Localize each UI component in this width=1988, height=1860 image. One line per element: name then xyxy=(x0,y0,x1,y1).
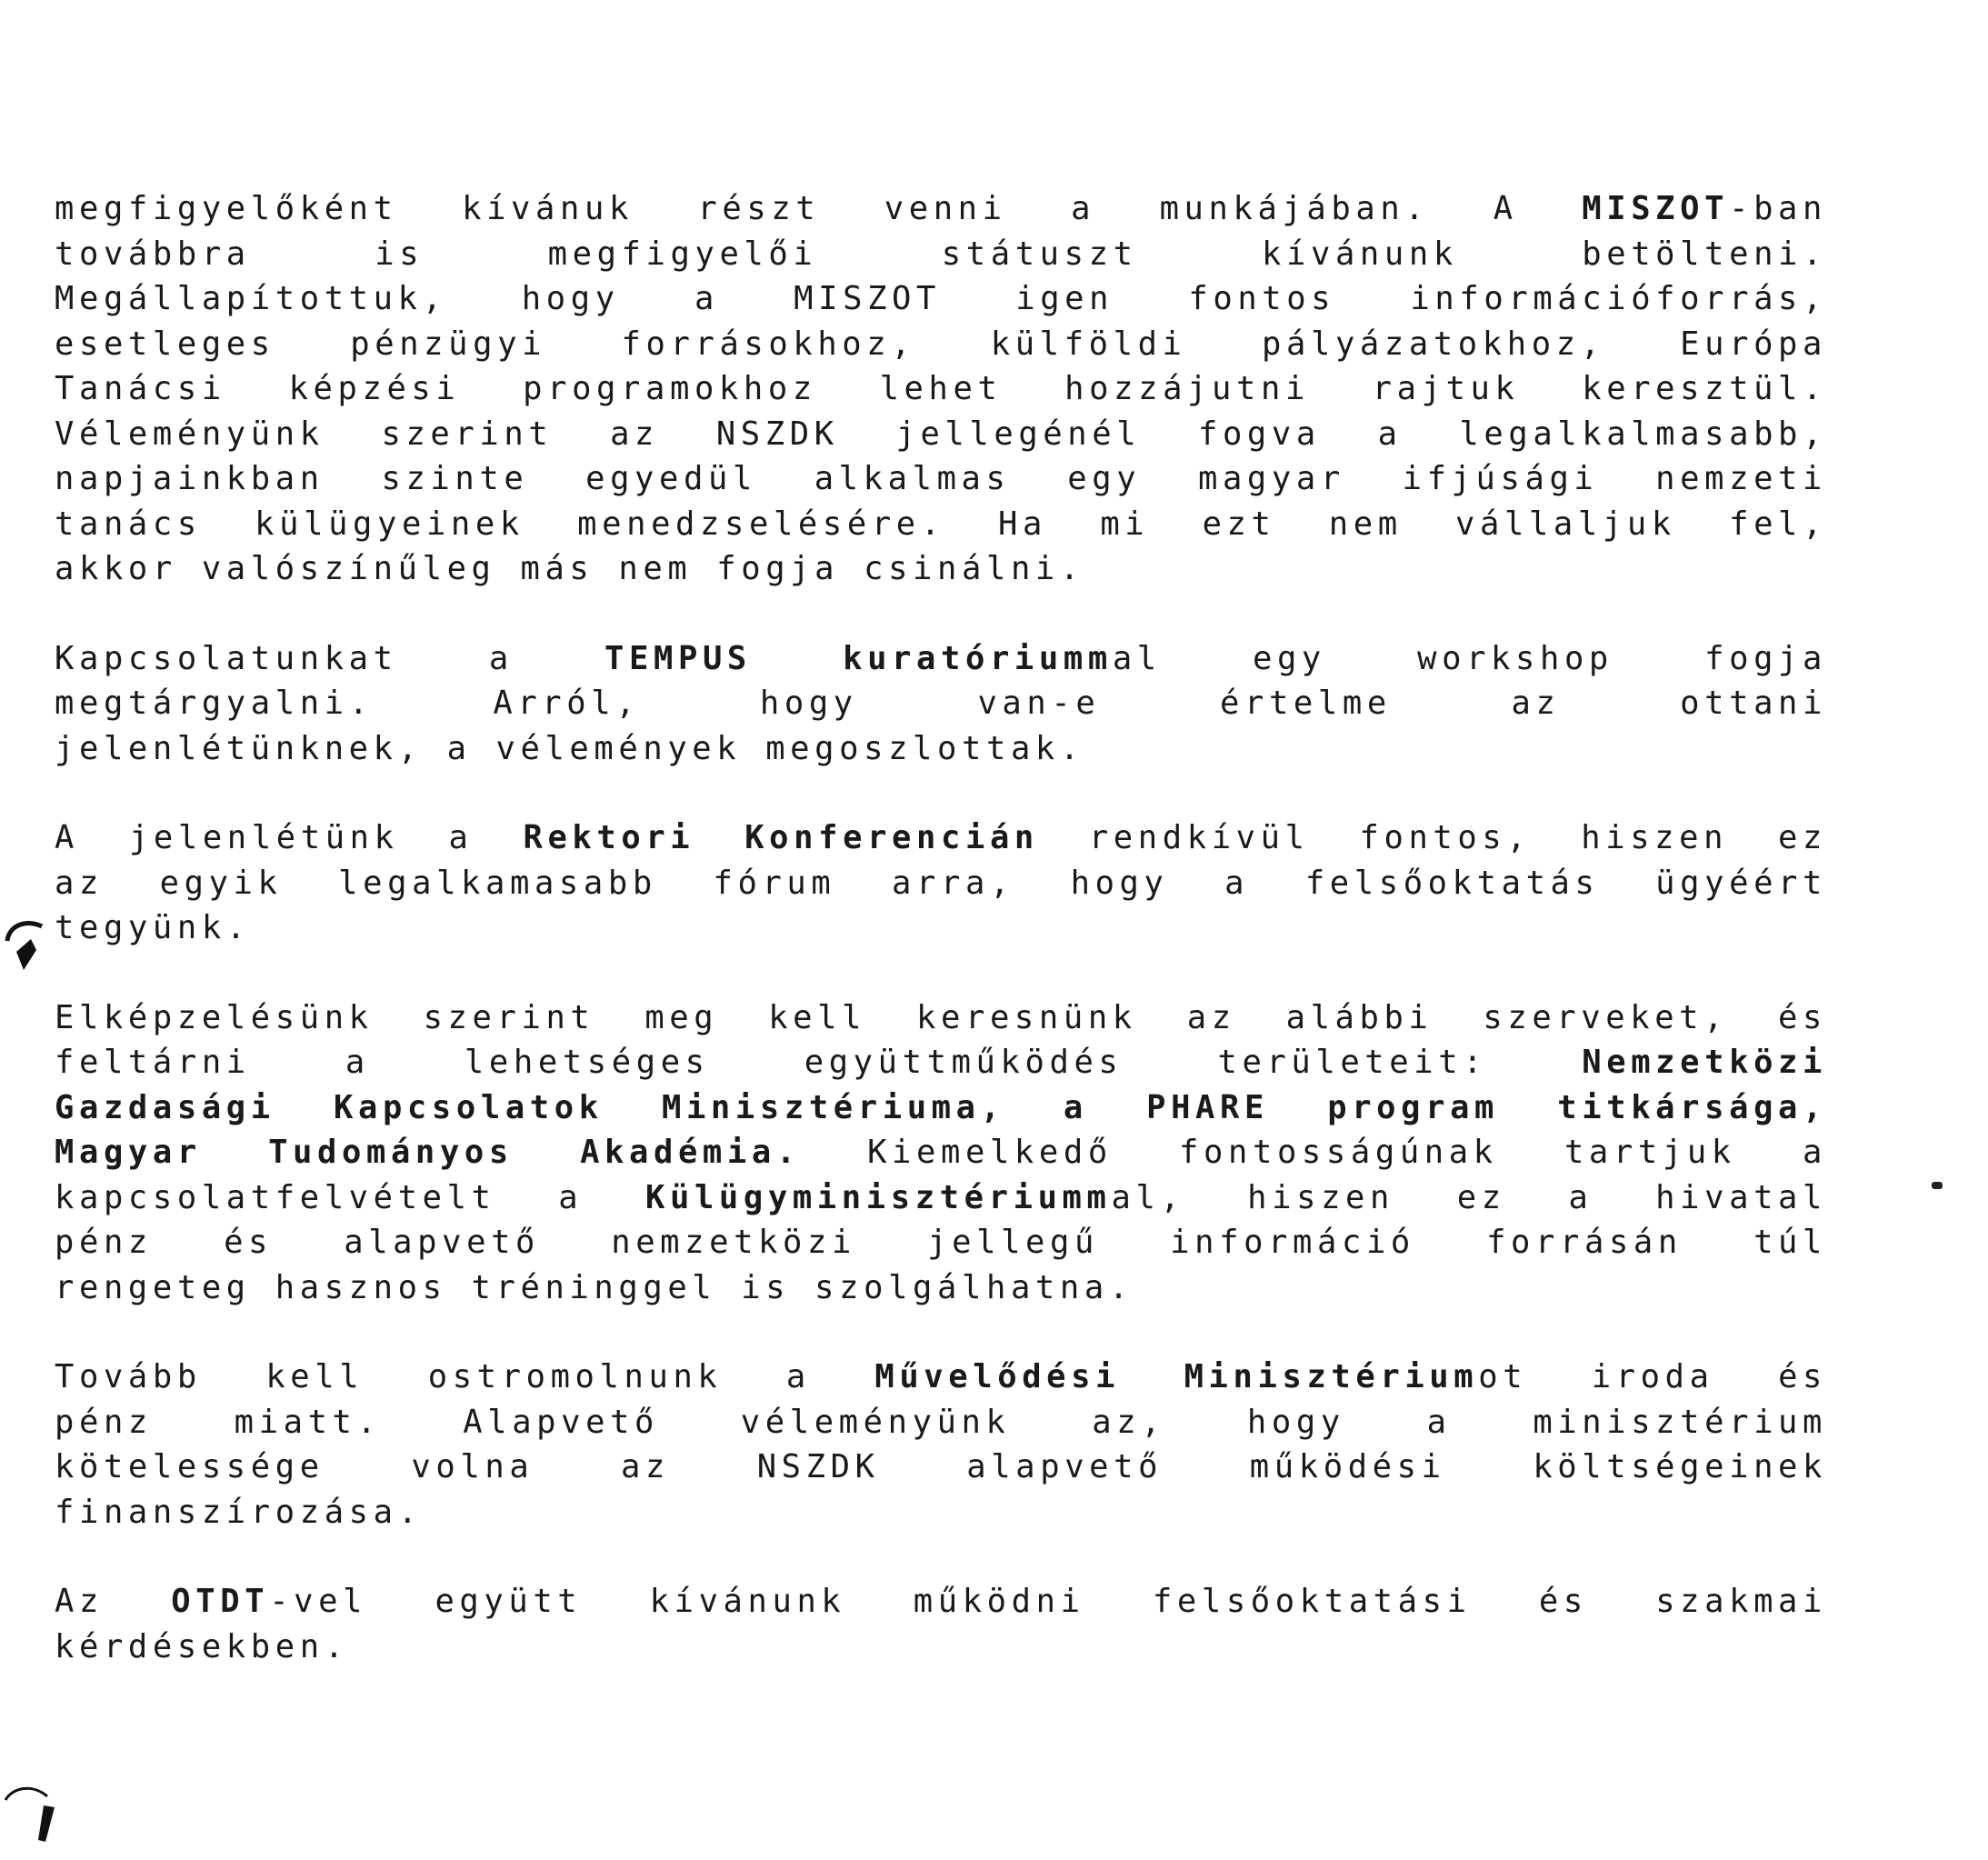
text-run: -vel együtt kívánunk működni felsőoktatási és szakmai xyxy=(269,1583,1827,1620)
scan-speck xyxy=(1932,1182,1943,1189)
text-run: megfigyelőként kívánuk részt venni a munkájában. A xyxy=(55,190,1583,227)
text-line xyxy=(55,1625,1827,1670)
text-line xyxy=(55,502,1827,547)
text-line xyxy=(55,232,1827,277)
text-run: al, hiszen ez a hivatal xyxy=(1111,1178,1827,1216)
text-run: Tanácsi képzési programokhoz lehet hozzájutni rajtuk keresztül. xyxy=(55,370,1827,407)
text-line xyxy=(55,815,1827,861)
text-run: feltárni a lehetséges együttműködés területeit: xyxy=(55,1044,1583,1081)
text-line xyxy=(55,456,1827,502)
text-run: Tovább kell ostromolnunk a xyxy=(55,1358,875,1395)
text-run: kapcsolatfelvételt a xyxy=(55,1178,645,1216)
text-line xyxy=(55,1265,1827,1311)
punch-hole-mark-top xyxy=(0,914,55,977)
text-run: ot iroda és xyxy=(1478,1358,1828,1395)
text-run: pénz és alapvető nemzetközi jellegű információ forrásán túl xyxy=(55,1224,1827,1261)
text-line xyxy=(55,1085,1827,1131)
text-run: Az xyxy=(55,1583,172,1620)
bold-text: Gazdasági Kapcsolatok Minisztériuma, a PHARE program titkársága, xyxy=(55,1088,1827,1126)
bold-text: MISZOT xyxy=(1582,190,1730,227)
paragraph xyxy=(55,1579,1827,1669)
bold-text: Rektori Konferencián xyxy=(523,819,1039,856)
bold-text: Külügyminisztériumm xyxy=(645,1178,1112,1216)
text-line xyxy=(55,1175,1827,1221)
text-run: rengeteg hasznos tréninggel is szolgálhatna. xyxy=(55,1268,1134,1306)
text-line xyxy=(55,546,1827,592)
text-run: tanács külügyeinek menedzselésére. Ha mi ezt nem vállaljuk fel, xyxy=(55,505,1827,543)
text-run: kérdésekben. xyxy=(55,1627,349,1665)
text-line xyxy=(55,1400,1827,1445)
text-run: finanszírozása. xyxy=(55,1493,423,1531)
text-run: akkor valószínűleg más nem fogja csinálni. xyxy=(55,550,1084,587)
text-line xyxy=(55,276,1827,322)
text-run: Véleményünk szerint az NSZDK jellegénél fogva a legalkalmasabb, xyxy=(55,415,1827,453)
text-run: A jelenlétünk a xyxy=(55,819,524,856)
text-run: rendkívül fontos, hiszen ez xyxy=(1038,819,1827,856)
text-run: Megállapítottuk, hogy a MISZOT igen fontos információforrás, xyxy=(55,280,1827,317)
text-line xyxy=(55,186,1827,232)
text-line xyxy=(55,1445,1827,1490)
text-line xyxy=(55,636,1827,682)
bold-text: Nemzetközi xyxy=(1582,1044,1827,1081)
text-run: Kapcsolatunkat a xyxy=(55,639,605,677)
text-run: pénz miatt. Alapvető véleményünk az, hogy a minisztérium xyxy=(55,1403,1827,1441)
text-line xyxy=(55,726,1827,772)
text-line xyxy=(55,861,1827,906)
punch-hole-mark-bottom xyxy=(0,1782,64,1855)
text-line xyxy=(55,412,1827,457)
text-line xyxy=(55,1490,1827,1535)
bold-text: Magyar Tudományos Akadémia. xyxy=(55,1134,801,1171)
text-run: tegyünk. xyxy=(55,909,251,946)
text-run: esetleges pénzügyi forrásokhoz, külföldi pályázatokhoz, Európa xyxy=(55,325,1827,363)
paragraph xyxy=(55,1355,1827,1535)
text-run: jelenlétünknek, a vélemények megoszlottak. xyxy=(55,729,1084,767)
text-run: -ban xyxy=(1729,190,1827,227)
text-run: Kiemelkedő fontosságúnak tartjuk a xyxy=(800,1134,1827,1171)
text-run: megtárgyalni. Arról, hogy van-e értelme az ottani xyxy=(55,685,1827,722)
text-line xyxy=(55,995,1827,1041)
text-run: napjainkban szinte egyedül alkalmas egy magyar ifjúsági nemzeti xyxy=(55,460,1827,497)
document-page xyxy=(55,186,1827,1714)
text-run: al egy workshop fogja xyxy=(1112,639,1827,677)
bold-text: OTDT xyxy=(171,1583,270,1620)
bold-text: Művelődési Minisztérium xyxy=(874,1358,1479,1395)
text-line xyxy=(55,1220,1827,1265)
text-line xyxy=(55,1579,1827,1625)
text-run: kötelessége volna az NSZDK alapvető működési költségeinek xyxy=(55,1448,1827,1485)
paragraph xyxy=(55,636,1827,772)
text-run: Elképzelésünk szerint meg kell keresnünk az alábbi szerveket, és xyxy=(55,998,1827,1036)
text-line xyxy=(55,905,1827,951)
text-run: az egyik legalkamasabb fórum arra, hogy a felsőoktatás ügyéért xyxy=(55,864,1827,902)
paragraph xyxy=(55,995,1827,1311)
text-line xyxy=(55,366,1827,412)
paragraph xyxy=(55,815,1827,951)
text-run: továbbra is megfigyelői státuszt kívánunk betölteni. xyxy=(55,235,1827,273)
bold-text: TEMPUS kuratóriumm xyxy=(604,639,1113,677)
text-line xyxy=(55,1130,1827,1175)
text-line xyxy=(55,322,1827,367)
paragraph xyxy=(55,186,1827,592)
text-line xyxy=(55,1040,1827,1085)
text-line xyxy=(55,681,1827,726)
text-line xyxy=(55,1355,1827,1400)
